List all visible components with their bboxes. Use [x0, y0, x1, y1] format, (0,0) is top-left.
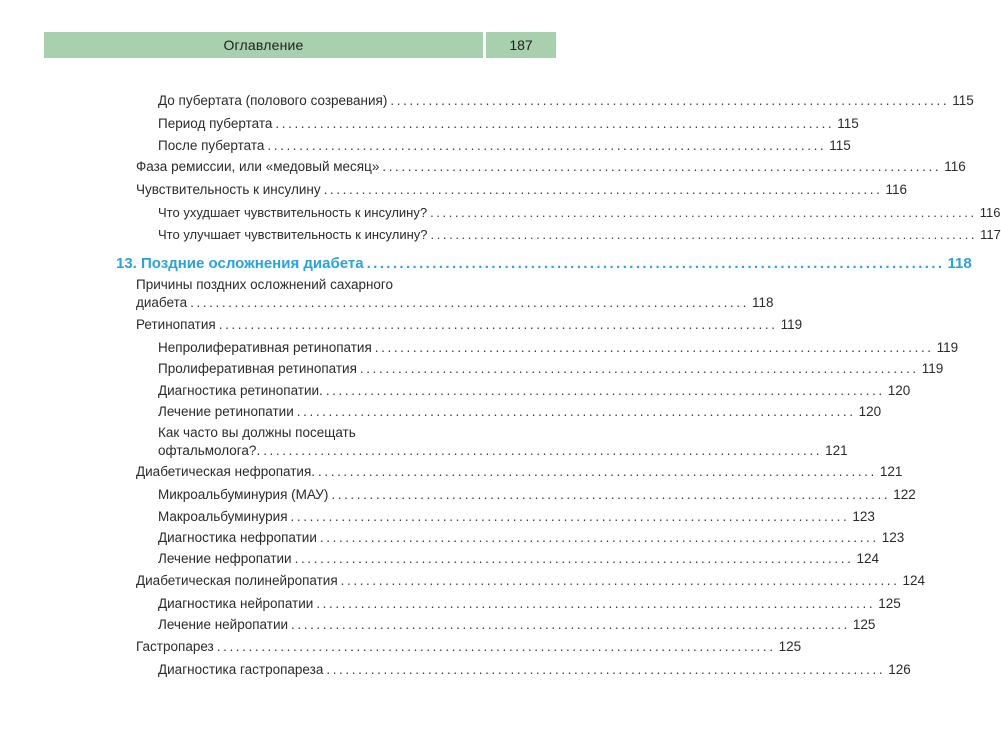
toc-entry-label: Период пубертата	[158, 116, 273, 131]
toc-entry[interactable]	[136, 316, 803, 334]
toc-entry-label: офтальмолога?.	[158, 443, 261, 458]
toc-entry-label: Гастропарез	[136, 639, 214, 654]
leader-dots: ........................................................................................	[331, 487, 891, 502]
toc-entry[interactable]	[158, 486, 916, 504]
toc-entry-label: Что улучшает чувствительность к инсулину?	[158, 227, 428, 242]
toc-entry-page: 120	[887, 383, 911, 398]
toc-entry-page: 115	[952, 93, 974, 108]
leader-dots: ........................................................................................	[263, 443, 823, 458]
toc-entry-page: 125	[852, 617, 876, 632]
toc-entry-label: Что ухудшает чувствительность к инсулину?	[158, 205, 428, 220]
toc-entry-label: До пубертата (полового созревания)	[158, 93, 388, 108]
page-number: 187	[486, 32, 556, 58]
toc-entry-label: диабета	[136, 295, 188, 310]
toc-entry-page: 119	[780, 317, 803, 332]
toc-entry-page: 124	[856, 551, 879, 566]
toc-entry-page: 118	[751, 295, 774, 310]
toc-entry-page: 124	[902, 573, 926, 588]
toc-entry-label: Непролиферативная ретинопатия	[158, 340, 372, 355]
toc-entry-label: Диабетическая полинейропатия	[136, 573, 338, 588]
leader-dots: ........................................................................................	[430, 205, 977, 220]
toc-entry-label-line1: Причины поздних осложнений сахарного	[136, 277, 394, 292]
toc-entry[interactable]	[158, 661, 911, 679]
toc-entry-page: 121	[825, 443, 848, 458]
toc-entry-label: 13. Поздние осложнения диабета	[116, 255, 364, 272]
leader-dots: ........................................................................................	[319, 530, 879, 545]
toc-entry-page: 125	[878, 596, 901, 611]
toc-entry[interactable]	[158, 115, 859, 133]
toc-entry-page: 123	[881, 530, 905, 545]
toc-entry-label: Диагностика ретинопатии.	[158, 383, 323, 398]
toc-entry-page: 122	[893, 487, 916, 502]
toc-entry-page: 117	[980, 227, 1001, 242]
toc-entry-label: Диагностика нефропатии	[158, 530, 317, 545]
leader-dots: ........................................................................................	[323, 182, 883, 197]
toc-entry[interactable]	[158, 424, 848, 460]
toc-entry-label: Ретинопатия	[136, 317, 216, 332]
leader-dots: ........................................................................................	[291, 617, 850, 632]
toc-entry-label: Диагностика гастропареза	[158, 662, 324, 677]
toc-entry[interactable]	[158, 616, 876, 634]
leader-dots: ........................................................................................	[430, 227, 978, 242]
toc-entry-label: Лечение нейропатии	[158, 617, 289, 632]
toc-entry-page: 125	[778, 639, 802, 654]
leader-dots: ........................................................................................	[340, 573, 900, 588]
section-title: Оглавление	[44, 32, 483, 58]
toc-entry-label: Лечение ретинопатии	[158, 404, 294, 419]
toc-entry-page: 123	[852, 509, 875, 524]
toc-entry[interactable]	[136, 158, 966, 176]
toc-entry[interactable]	[158, 360, 944, 378]
toc-entry[interactable]	[158, 529, 905, 547]
leader-dots: ........................................................................................	[366, 255, 945, 272]
toc-entry[interactable]	[158, 403, 882, 421]
leader-dots: ........................................................................................	[190, 295, 749, 310]
toc-entry[interactable]	[158, 137, 851, 155]
toc-entry-page: 126	[888, 662, 911, 677]
leader-dots: ........................................................................................	[374, 340, 934, 355]
toc-entry-page: 116	[944, 159, 966, 174]
toc-entry[interactable]	[158, 550, 879, 568]
leader-dots: ........................................................................................	[294, 551, 854, 566]
leader-dots: ........................................................................................	[390, 93, 950, 108]
toc-entry[interactable]	[136, 572, 926, 590]
toc-entry-label: Фаза ремиссии, или «медовый месяц»	[136, 159, 380, 174]
leader-dots: ........................................................................................	[318, 464, 877, 479]
toc-entry[interactable]	[136, 276, 774, 312]
leader-dots: ........................................................................................	[325, 383, 885, 398]
toc-entry-page: 116	[885, 182, 907, 197]
toc-entry[interactable]	[136, 463, 903, 481]
toc-entry-line2	[136, 294, 774, 312]
toc-entry-page: 115	[829, 138, 851, 153]
toc-entry-label: Чувствительность к инсулину	[136, 182, 321, 197]
toc-entry[interactable]	[158, 382, 911, 400]
leader-dots: ........................................................................................	[359, 361, 919, 376]
leader-dots: ........................................................................................	[316, 596, 876, 611]
toc-entry-page: 118	[947, 255, 972, 272]
leader-dots: ........................................................................................	[218, 317, 778, 332]
toc-entry-line2	[158, 442, 848, 460]
toc-chapter-heading[interactable]	[116, 255, 972, 273]
leader-dots: ........................................................................................	[326, 662, 886, 677]
toc-entry-label: После пубертата	[158, 138, 265, 153]
toc-entry-label: Диабетическая нефропатия.	[136, 464, 316, 479]
toc-entry-label: Микроальбуминурия (МАУ)	[158, 487, 329, 502]
toc-entry-label: Диагностика нейропатии	[158, 596, 314, 611]
leader-dots: ........................................................................................	[267, 138, 827, 153]
toc-entry-page: 119	[921, 361, 944, 376]
toc-entry-label: Лечение нефропатии	[158, 551, 292, 566]
toc-entry[interactable]	[136, 638, 802, 656]
toc-entry-page: 121	[879, 464, 903, 479]
toc-entry-page: 116	[979, 205, 1001, 220]
toc-entry[interactable]	[158, 92, 974, 110]
toc-entry-label: Макроальбуминурия	[158, 509, 288, 524]
toc-entry-page: 120	[858, 404, 882, 419]
toc-entry[interactable]	[136, 181, 907, 199]
leader-dots: ........................................................................................	[216, 639, 776, 654]
toc-entry-page: 115	[837, 116, 859, 131]
leader-dots: ........................................................................................	[382, 159, 942, 174]
toc-entry[interactable]	[158, 508, 875, 526]
leader-dots: ........................................................................................	[290, 509, 850, 524]
toc-entry[interactable]	[158, 204, 1001, 222]
toc-entry[interactable]	[158, 595, 901, 613]
toc-entry-label: Пролиферативная ретинопатия	[158, 361, 357, 376]
leader-dots: ........................................................................................	[296, 404, 856, 419]
toc-entry[interactable]	[158, 226, 1001, 244]
toc-entry-label-line1: Как часто вы должны посещать	[158, 425, 356, 440]
leader-dots: ........................................................................................	[275, 116, 835, 131]
toc-entry[interactable]	[158, 339, 959, 357]
toc-entry-page: 119	[936, 340, 959, 355]
